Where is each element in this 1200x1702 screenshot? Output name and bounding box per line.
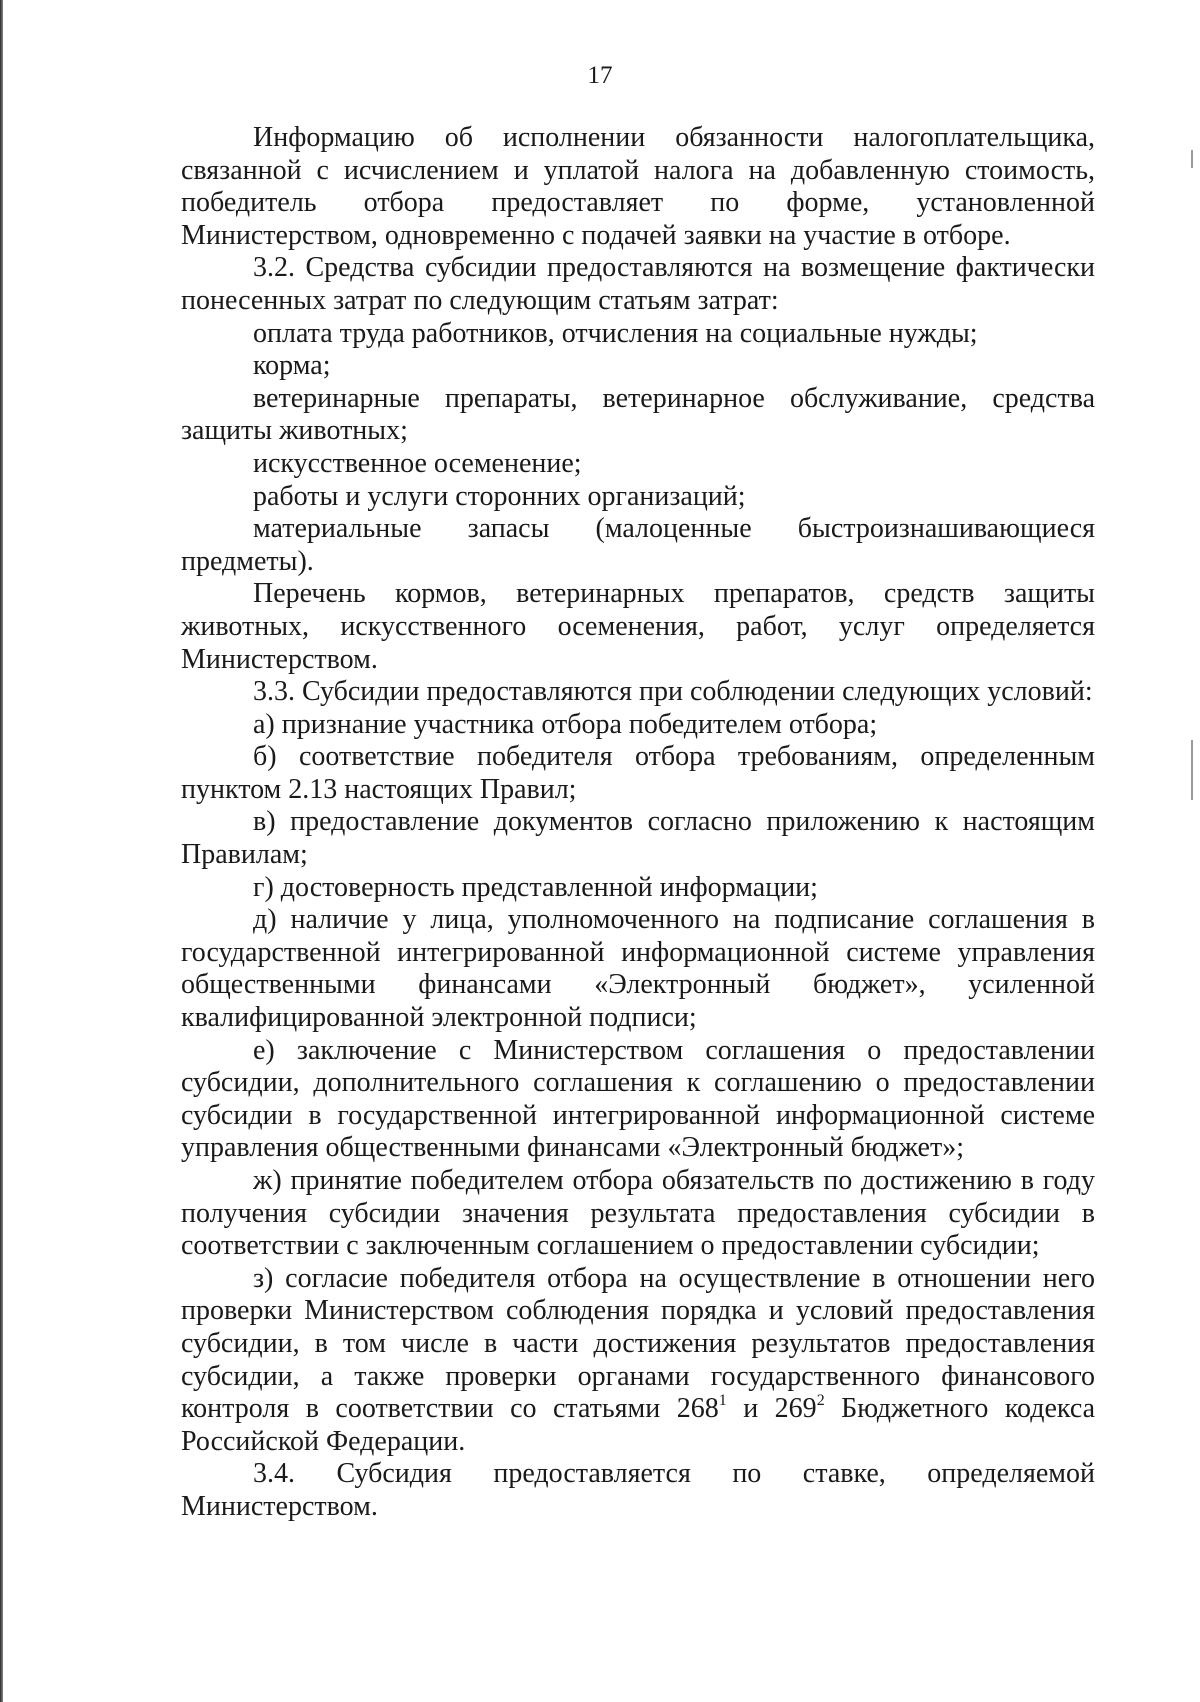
scan-mark: [1191, 150, 1193, 168]
condition-v: в) предоставление документов согласно приложению к настоящим Правилам;: [181, 806, 1095, 871]
page-number: 17: [587, 62, 613, 89]
paragraph-3-2: 3.2. Средства субсидии предоставляются на возмещение фактически понесенных затрат по следующим статьям затрат:: [181, 252, 1095, 316]
scan-edge: [0, 0, 3, 1702]
list-item-feed: корма;: [253, 350, 331, 382]
scan-mark: [1191, 740, 1193, 800]
list-item-materials: материальные запасы (малоценные быстроизнашивающиеся предметы).: [181, 513, 1095, 577]
list-item-insemination: искусственное осеменение;: [253, 447, 582, 479]
condition-z-text: и 269: [726, 1393, 817, 1425]
list-item-third-party-services: работы и услуги сторонних организаций;: [253, 480, 746, 512]
document-body: [181, 122, 1095, 1524]
condition-b: б) соответствие победителя отбора требованиям, определенным пунктом 2.13 настоящих Правил;: [181, 741, 1095, 805]
condition-e: е) заключение с Министерством соглашения о предоставлении субсидии, дополнительного соглашения к соглашению о предоставлении субсидии в государственной интегрированной информационной системе управления общественными финансами «Электронный бюджет»;: [181, 1034, 1095, 1164]
paragraph-vat-info: Информацию об исполнении обязанности налогоплательщика, связанной с исчислением и уплатой налога на добавленную стоимость, победитель отбора предоставляет по форме, установленной Министерством, одновременно с подачей заявки на участие в отборе.: [181, 122, 1095, 251]
paragraph-3-3: 3.3. Субсидии предоставляются при соблюдении следующих условий:: [253, 676, 1093, 708]
condition-z: [181, 1263, 1095, 1459]
condition-d: д) наличие у лица, уполномоченного на подписание соглашения в государственной интегрированной информационной системе управления общественными финансами «Электронный бюджет», усиленной квалифицированной электронной подписи;: [181, 904, 1095, 1034]
condition-z-text: з) согласие победителя отбора на осуществление в отношении него проверки Министерством соблюдения порядка и условий предоставления субсидии, в том числе в части достижения результатов предоставления субсидии, а также проверки органами государственного финансового контроля в соответствии со статьями 268: [181, 1262, 1095, 1425]
condition-g: г) достоверность представленной информации;: [253, 871, 818, 903]
list-item-veterinary: ветеринарные препараты, ветеринарное обслуживание, средства защиты животных;: [181, 382, 1095, 447]
condition-zh: ж) принятие победителем отбора обязательств по достижению в году получения субсидии значения результата предоставления субсидии в соответствии с заключенным соглашением о предоставлении субсидии;: [181, 1165, 1095, 1262]
paragraph-3-4: 3.4. Субсидия предоставляется по ставке, определяемой Министерством.: [181, 1458, 1095, 1522]
paragraph-list-definition: Перечень кормов, ветеринарных препаратов, средств защиты животных, искусственного осеменения, работ, услуг определяется Министерством.: [181, 578, 1095, 675]
superscript: 1: [718, 1392, 727, 1410]
condition-z-text: Бюджетного кодекса Российской Федерации.: [181, 1393, 1096, 1457]
superscript: 2: [816, 1392, 825, 1410]
list-item-labor: оплата труда работников, отчисления на социальные нужды;: [253, 317, 978, 349]
condition-a: а) признание участника отбора победителем отбора;: [253, 708, 878, 740]
